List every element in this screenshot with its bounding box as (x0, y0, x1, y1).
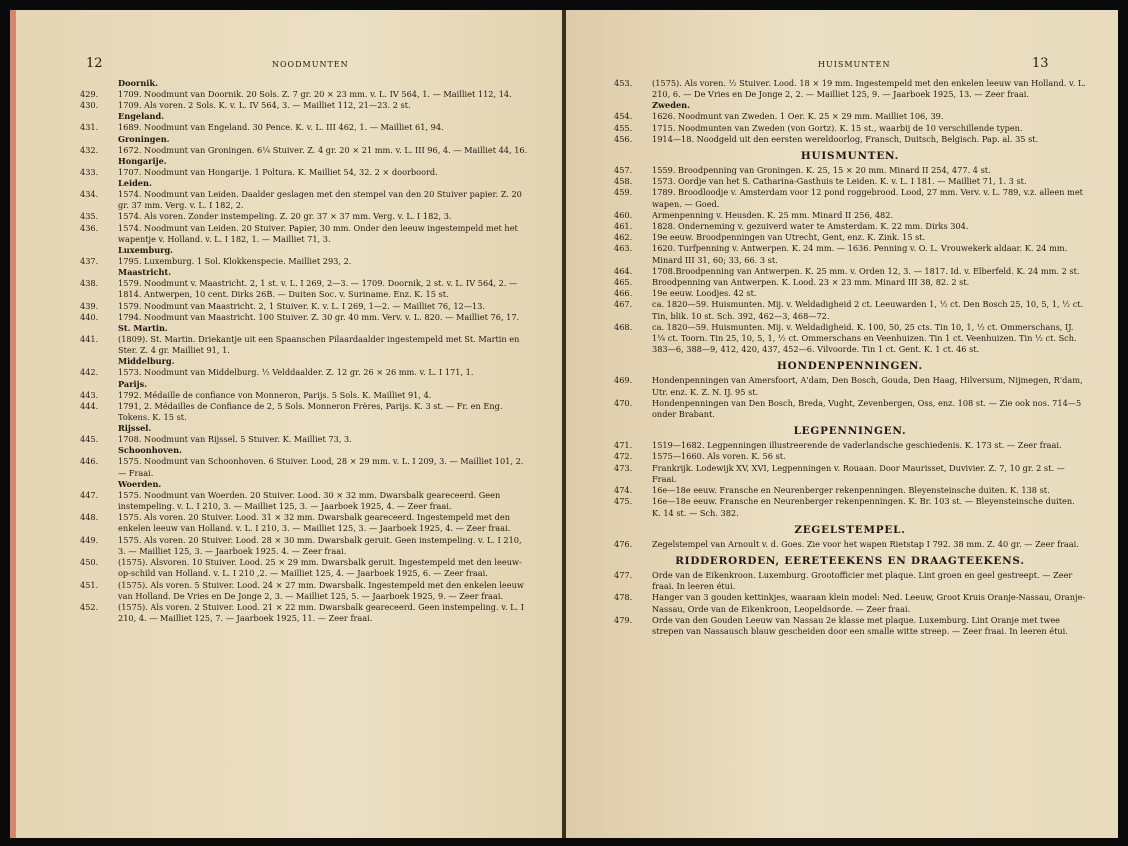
section-heading: HONDENPENNINGEN. (777, 360, 923, 373)
lot-number: 430. (80, 100, 99, 111)
lot-entry (80, 223, 532, 245)
lot-number: 474. (614, 485, 633, 496)
lot-entry (80, 256, 532, 267)
lot-number: 445. (80, 434, 99, 445)
lot-description: Hanger van 3 gouden kettinkjes, waaraan klein model: Ned. Leeuw, Groot Kruis Oranje-Nassau, Oranje-Nassau, Orde van de Eikenkroon, Leopeldsorde. — Zeer fraai. (652, 592, 1086, 614)
place-heading: Parijs. (118, 378, 148, 389)
lot-entry (614, 134, 1086, 145)
lot-number: 477. (614, 569, 633, 580)
lot-number: 439. (80, 300, 99, 311)
lot-number: 435. (80, 211, 99, 222)
lot-number: 464. (614, 265, 633, 276)
lot-number: 442. (80, 367, 99, 378)
section-heading: HUISMUNTEN. (800, 150, 900, 163)
place-heading: Groningen. (118, 133, 170, 144)
lot-entry (614, 232, 1086, 243)
lot-entry (80, 490, 532, 512)
lot-number: 470. (614, 397, 633, 408)
place-heading: Leiden. (118, 178, 152, 189)
lot-number: 461. (614, 221, 633, 232)
lot-entry (614, 266, 1086, 277)
lot-description: Armenpenning v. Heusden. K. 25 mm. Minard II 256, 482. (652, 209, 894, 220)
lot-description: 1828. Onderneming v. gezuiverd water te Amsterdam. K. 22 mm. Dirks 304. (652, 221, 969, 232)
place-heading: Middelburg. (118, 356, 175, 367)
lot-entry (614, 451, 1086, 462)
lot-number: 433. (80, 166, 99, 177)
lot-number: 431. (80, 122, 99, 133)
left-page-header (10, 56, 563, 78)
lot-number: 467. (614, 299, 633, 310)
lot-number: 475. (614, 496, 633, 507)
lot-description: 1708.Broodpenning van Antwerpen. K. 25 mm. v. Orden 12, 3. — 1817. Id. v. Elberfeld. K. 24 mm. 2 st. (652, 265, 1080, 276)
lot-description: 16e—18e eeuw. Fransche en Neurenberger rekenpenningen. K. Br. 103 st. — Bleyensteinsche duiten. K. 14 st. — Sch. 382. (652, 496, 1075, 518)
lot-entry (80, 580, 532, 602)
lot-entry (614, 299, 1086, 321)
lot-entry (614, 485, 1086, 496)
lot-description: 1574. Noodmunt van Leiden. Daalder geslagen met den stempel van den 20 Stuiver papier. Z. 20 gr. 37 mm. Verg. v. L. I 182, 2. (118, 189, 522, 211)
lot-description: 1914—18. Noodgeld uit den eersten wereldoorlog, Fransch, Duitsch, Belgisch. Pap. al. 35 st. (652, 133, 1039, 144)
place-heading: St. Martin. (118, 323, 168, 334)
lot-description: 1575. Noodmunt van Schoonhoven. 6 Stuiver. Lood, 28 × 29 mm. v. L. I 209, 3. — Mailliet 101, 2. — Fraai. (118, 456, 524, 478)
lot-entry (80, 301, 532, 312)
lot-description: 1795. Luxemburg. 1 Sol. Klokkenspecie. Mailliet 293, 2. (118, 256, 352, 267)
lot-number: 468. (614, 321, 633, 332)
lot-description: 1573. Oordje van het S. Catharina-Gasthuis te Leiden. K. v. L. I 181. — Mailliet 71, 1. 3 st. (652, 176, 1027, 187)
lot-entry (614, 243, 1086, 265)
lot-number: 458. (614, 176, 633, 187)
lot-entry (614, 322, 1086, 356)
place-heading: Zweden. (652, 100, 690, 111)
lot-number: 456. (614, 133, 633, 144)
lot-description: (1575). Alsvoren. 10 Stuiver. Lood. 25 × 29 mm. Dwarsbalk geruit. Ingestempeld met den leeuw-op-schild van Holland. v. L. I 210 ,2. — Mailliet 125, 4. — Jaarboek 1925, 6. — Zeer fraai. (118, 557, 522, 579)
lot-description: ca. 1820—59. Huismunten. Mij. v. Weldadigheid. K. 100, 50, 25 cts. Tin 10, 1, ½ ct. Ommerschans, IJ. 1¼ ct. Toorn. Tin 25, 10, 5, 1, ½ ct. Ommerschans en Veenhuizen. Tin 1 ct. Veenhuizen. Tin ½ ct. Sch. 383—6, 388—9, 412, 420, 437, 452—6. Vilvoorde. Tin 1 ct. Gent. K. 1 ct. 46 st. (652, 321, 1077, 355)
lot-description: 1789. Broodloodje v. Amsterdam voor 12 pond roggebrood. Lood, 27 mm. Verv. v. L. 789, v.z. alleen met wapen. — Goed. (652, 187, 1083, 209)
lot-description: 1708. Noodmunt van Rijssel. 5 Stuiver. K. Mailliet 73, 3. (118, 434, 352, 445)
page-number: 12 (86, 56, 103, 71)
place-heading: Maastricht. (118, 267, 172, 278)
lot-number: 471. (614, 440, 633, 451)
place-heading: Luxemburg. (118, 245, 174, 256)
lot-entry (80, 434, 532, 445)
lot-entry (80, 401, 532, 423)
lot-entry (614, 187, 1086, 209)
lot-description: Hondenpenningen van Den Bosch, Breda, Vught, Zevenbergen, Oss, enz. 108 st. — Zie ook nos. 714—5 onder Brabant. (652, 397, 1082, 420)
lot-entry (614, 440, 1086, 451)
lot-number: 449. (80, 534, 99, 545)
lot-description: (1809). St. Martin. Driekantje uit een Spaanschen Pilaardaalder ingestempeld met St. Martin en Ster. Z. 4 gr. Mailliet 91, 1. (118, 334, 520, 356)
lot-description: Hondenpenningen van Amersfoort, A'dam, Den Bosch, Gouda, Den Haag, Hilversum, Nijmegen, R'dam, Utr. enz. K. Z. N. IJ. 95 st. (652, 375, 1083, 397)
place-heading: Hongarije. (118, 155, 167, 166)
lot-description: (1575). Als voren. ½ Stuiver. Lood. 18 × 19 mm. Ingestempeld met den enkelen leeuw van Holland. v. L. 210, 6. — De Vries en De Jonge 2, 2. — Mailliet 125, 9. — Jaarboek 1925, 13. — Zeer fraai. (652, 78, 1086, 100)
lot-number: 450. (80, 557, 99, 568)
lot-description: Frankrijk. Lodewijk XV, XVI, Legpenningen v. Rouaan. Door Maurisset, Duvivier. Z. 7, 10 gr. 2 st. — Fraai. (652, 462, 1065, 484)
lot-number: 478. (614, 592, 633, 603)
lot-description: 1791, 2. Médailles de Confiance de 2, 5 Sols. Monneron Frères, Parijs. K. 3 st. — Fr. en Eng. Tokens. K. 15 st. (118, 400, 503, 423)
lot-description: 1579. Noodmunt van Maastricht. 2, 1 Stuiver. K. v. L. I 269, 1—2. — Mailliet 76, 12—13. (118, 300, 485, 311)
lot-entry (80, 145, 532, 156)
lot-number: 441. (80, 334, 99, 345)
lot-description: 1559. Broodpenning van Groningen. K. 25, 15 × 20 mm. Minard II 254, 477. 4 st. (652, 165, 991, 176)
running-title: NOODMUNTEN (272, 60, 349, 69)
right-page (566, 10, 1118, 838)
lot-entry (80, 167, 532, 178)
lot-description: 1579. Noodmunt v. Maastricht. 2, 1 st. v. L. I 269, 2—3. — 1709. Doornik, 2 st. v. L. IV 564, 2. — 1814. Antwerpen, 10 cent. Dirks 26B. — Duiten Soc. v. Suriname. Enz. K. 15 st. (118, 278, 518, 300)
lot-description: 1575. Noodmunt van Woerden. 20 Stuiver. Lood. 30 × 32 mm. Dwarsbalk geareceerd. Geen instempeling. v. L. I 210, 3. — Mailliet 125, 3. — Jaarboek 1925, 4. — Zeer fraai. (118, 489, 501, 512)
lot-description: 1794. Noodmunt van Maastricht. 100 Stuiver. Z. 30 gr. 40 mm. Verv. v. L. 820. — Mailliet 76, 17. (118, 311, 520, 322)
lot-number: 447. (80, 489, 99, 500)
lot-description: 1672. Noodmunt van Groningen. 6¼ Stuiver. Z. 4 gr. 20 × 21 mm. v. L. III 96, 4. — Mailliet 44, 16. (118, 144, 528, 155)
lot-description: ca. 1820—59. Huismunten. Mij. v. Weldadigheid 2 ct. Leeuwarden 1, ½ ct. Den Bosch 25, 10, 5, 1, ½ ct. Tin, blik. 10 st. Sch. 392, 462—3, 468—72. (652, 299, 1084, 321)
lot-description: (1575). Als voren. 5 Stuiver. Lood. 24 × 27 mm. Dwarsbalk. Ingestempeld met den enkelen leeuw van Holland. De Vries en De Jonge 2, 3. — Mailliet 125, 5. — Jaarboek 1925, 9. — Zeer fraai. (118, 579, 524, 601)
lot-entry (80, 334, 532, 356)
lot-entry (80, 278, 532, 300)
place-heading: Doornik. (118, 78, 158, 88)
lot-description: 19e eeuw. Broodpenningen van Utrecht, Gent, enz. K. Zink. 15 st. (652, 232, 926, 243)
lot-description: 19e eeuw. Loodjes. 42 st. (652, 288, 757, 299)
lot-number: 437. (80, 256, 99, 267)
lot-description: Orde van den Gouden Leeuw van Nassau 2e klasse met plaque. Luxemburg. Lint Oranje met twee strepen van Nassausch blauw gescheiden door een smalle witte streep. — Zeer fraai. In leeren étui. (652, 614, 1068, 636)
lot-description: 1519—1682. Legpenningen illustreerende de vaderlandsche geschiedenis. K. 173 st. — Zeer fraai. (652, 440, 1062, 451)
lot-description: (1575). Als voren. 2 Stuiver. Lood. 21 × 22 mm. Dwarsbalk geareceerd. Geen instempeling. v. L. I 210, 4. — Mailliet 125, 7. — Jaarboek 1925, 11. — Zeer fraai. (118, 601, 524, 624)
place-heading: Schoonhoven. (118, 445, 182, 456)
lot-entry (80, 512, 532, 534)
lot-number: 429. (80, 89, 99, 99)
lot-number: 454. (614, 111, 633, 122)
lot-number: 457. (614, 165, 633, 176)
lot-number: 440. (80, 311, 99, 322)
lot-entry (80, 456, 532, 478)
lot-entry (80, 557, 532, 579)
lot-entry (80, 189, 532, 211)
lot-description: 1709. Noodmunt van Doornik. 20 Sols. Z. 7 gr. 20 × 23 mm. v. L. IV 564, 1. — Mailliet 112, 14. (118, 89, 512, 99)
lot-entry (614, 277, 1086, 288)
lot-entry (614, 398, 1086, 420)
lot-entry (80, 89, 532, 100)
lot-description: 1574. Noodmunt van Leiden. 20 Stuiver. Papier, 30 mm. Onder den leeuw ingestempeld met het wapentje v. Holland. v. L. I 182, 1. — Mailliet 71, 3. (118, 222, 518, 244)
right-column (614, 78, 1086, 637)
lot-number: 469. (614, 375, 633, 386)
lot-description: 1626. Noodmunt van Zweden. 1 Oer. K. 25 × 29 mm. Mailliet 106, 39. (652, 111, 944, 122)
lot-description: 1573. Noodmunt van Middelburg. ½ Velddaalder. Z. 12 gr. 26 × 26 mm. v. L. I 171, 1. (118, 367, 474, 378)
lot-number: 476. (614, 538, 633, 549)
lot-description: 1792. Médaille de confiance von Monneron, Parijs. 5 Sols. K. Mailliet 91, 4. (118, 389, 432, 400)
section-heading: LEGPENNINGEN. (793, 425, 907, 438)
lot-description: Zegelstempel van Arnoult v. d. Goes. Zie voor het wapen Rietstap I 792. 38 mm. Z. 40 gr. — Zeer fraai. (652, 538, 1079, 549)
lot-entry (80, 602, 532, 624)
lot-number: 473. (614, 462, 633, 473)
lot-description: 1709. Als voren. 2 Sols. K. v. L. IV 564, 3. — Mailliet 112, 21—23. 2 st. (118, 100, 411, 111)
lot-entry (614, 570, 1086, 592)
lot-entry (80, 390, 532, 401)
lot-description: 1689. Noodmunt van Engeland. 30 Pence. K. v. L. III 462, 1. — Mailliet 61, 94. (118, 122, 444, 133)
lot-number: 472. (614, 451, 633, 462)
page-number: 13 (1032, 56, 1049, 71)
lot-entry (614, 615, 1086, 637)
lot-number: 434. (80, 189, 99, 200)
lot-number: 463. (614, 243, 633, 254)
lot-description: 16e—18e eeuw. Fransche en Neurenberger rekenpenningen. Bleyensteinsche duiten. K. 138 st. (652, 485, 1050, 496)
lot-description: Broodpenning van Antwerpen. K. Lood. 23 × 23 mm. Minard III 38, 82. 2 st. (652, 277, 970, 288)
lot-description: 1575. Als voren. 20 Stuiver. Lood. 28 × 30 mm. Dwarsbalk geruit. Geen instempeling. v. L. I 210, 3. — Mailliet 125, 3. — Jaarboek 1925. 4. — Zeer fraai. (118, 534, 522, 556)
left-column (80, 78, 532, 624)
lot-entry (614, 288, 1086, 299)
lot-number: 436. (80, 222, 99, 233)
running-title: HUISMUNTEN (818, 60, 891, 69)
lot-entry (80, 122, 532, 133)
lot-entry (80, 100, 532, 111)
lot-entry (614, 165, 1086, 176)
lot-number: 444. (80, 400, 99, 411)
lot-number: 446. (80, 456, 99, 467)
lot-description: Orde van de Eikenkroon. Luxemburg. Grootofficier met plaque. Lint groen en geel gestreept. — Zeer fraai. In leeren étui. (652, 569, 1073, 592)
place-heading: Rijssel. (118, 423, 152, 434)
lot-entry (614, 78, 1086, 100)
lot-entry (614, 123, 1086, 134)
lot-number: 451. (80, 579, 99, 590)
lot-description: 1620. Turfpenning v. Antwerpen. K. 24 mm. — 1636. Penning v. O. L. Vrouwekerk aldaar. K. 24 mm. Minard III 31, 60; 33, 66. 3 st. (652, 243, 1068, 265)
lot-entry (614, 496, 1086, 518)
lot-description: 1575—1660. Als voren. K. 56 st. (652, 451, 786, 462)
lot-entry (614, 592, 1086, 614)
lot-number: 448. (80, 512, 99, 523)
lot-description: 1575. Als voren. 20 Stuiver. Lood. 31 × 32 mm. Dwarsbalk geareceerd. Ingestempeld met den enkelen leeuw van Holland. v. L. I 210, 3. — Mailliet 125, 3. — Jaarboek 1925, 4. — Zeer fraai. (118, 512, 511, 534)
lot-entry (614, 463, 1086, 485)
lot-entry (80, 211, 532, 222)
section-heading: ZEGELSTEMPEL. (794, 523, 906, 536)
lot-number: 479. (614, 614, 633, 625)
lot-number: 466. (614, 288, 633, 299)
lot-entry (614, 375, 1086, 397)
place-heading: Engeland. (118, 111, 165, 122)
lot-entry (614, 176, 1086, 187)
lot-entry (80, 535, 532, 557)
lot-number: 443. (80, 389, 99, 400)
lot-entry (80, 367, 532, 378)
lot-number: 460. (614, 209, 633, 220)
lot-number: 452. (80, 601, 99, 612)
lot-entry (614, 210, 1086, 221)
lot-number: 465. (614, 277, 633, 288)
lot-entry (614, 221, 1086, 232)
lot-number: 453. (614, 78, 633, 88)
lot-number: 462. (614, 232, 633, 243)
lot-number: 455. (614, 122, 633, 133)
lot-number: 432. (80, 144, 99, 155)
lot-description: 1707. Noodmunt van Hongarije. 1 Poltura. K. Mailliet 54, 32. 2 × doorboord. (118, 166, 438, 177)
lot-entry (614, 111, 1086, 122)
lot-number: 438. (80, 278, 99, 289)
lot-description: 1715. Noodmunten van Zweden (von Gortz). K. 15 st., waarbij de 10 verschillende typen. (652, 122, 1023, 133)
section-heading: RIDDERORDEN, EERETEEKENS EN DRAAGTEEKENS. (675, 554, 1025, 567)
lot-description: 1574. Als voren. Zonder instempeling. Z. 20 gr. 37 × 37 mm. Verg. v. L. I 182, 3. (118, 211, 452, 222)
lot-entry (80, 312, 532, 323)
place-heading: Woerden. (118, 478, 162, 489)
lot-number: 459. (614, 187, 633, 198)
right-page-header (566, 56, 1118, 78)
lot-entry (614, 539, 1086, 550)
left-page (10, 10, 563, 838)
